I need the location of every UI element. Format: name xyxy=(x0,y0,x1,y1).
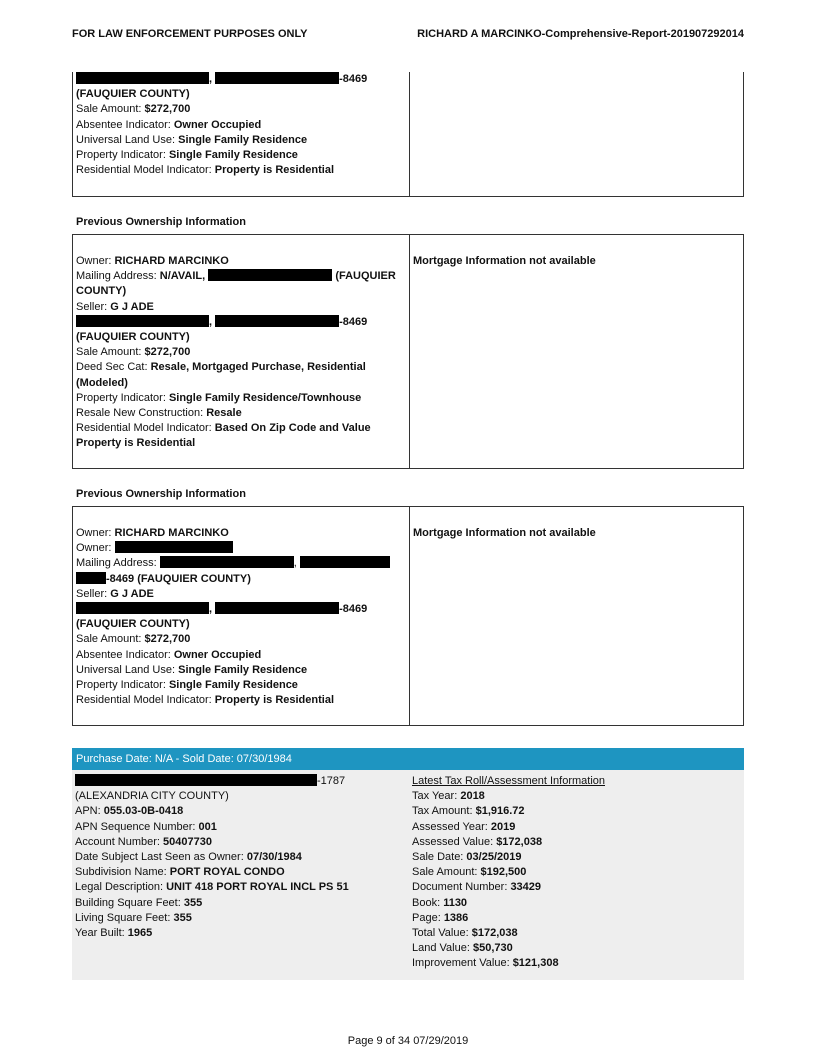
deed-sec-cat: Resale, Mortgaged Purchase, Residential xyxy=(150,361,366,374)
owner-name: RICHARD MARCINKO xyxy=(114,527,229,539)
detail-value: $172,038 xyxy=(496,835,543,848)
tax-assessment xyxy=(412,774,737,972)
detail-value: Owner Occupied xyxy=(173,648,262,661)
detail-label: Universal Land Use: xyxy=(76,133,179,146)
column-divider xyxy=(409,235,410,468)
detail-label: Property Indicator: xyxy=(76,679,169,692)
addr-suffix: -8469 xyxy=(339,315,368,328)
detail-value: 1965 xyxy=(127,927,153,940)
detail-value: Property is Residential xyxy=(214,694,335,707)
label: Deed Sec Cat: xyxy=(76,361,151,374)
detail-row xyxy=(75,926,400,941)
detail-value: 1386 xyxy=(443,911,469,924)
addr-suffix: -8469 xyxy=(339,603,368,616)
detail-row xyxy=(412,835,737,850)
mailing-county: (FAUQUIER xyxy=(335,270,396,283)
seller-name: G J ADE xyxy=(110,300,154,313)
detail-value: $172,038 xyxy=(471,927,518,940)
ownership-details xyxy=(76,526,401,708)
addr-suffix: -8469 xyxy=(339,73,368,85)
detail-value: 03/25/2019 xyxy=(466,851,522,864)
label: Resale New Construction: xyxy=(76,407,207,420)
detail-label: Assessed Year: xyxy=(412,820,491,833)
county: (FAUQUIER COUNTY) xyxy=(76,88,190,101)
detail-label: Legal Description: xyxy=(75,881,167,894)
detail-value: PORT ROYAL CONDO xyxy=(169,866,285,879)
mailing-value: N/AVAIL, xyxy=(159,270,206,283)
detail-label: Book: xyxy=(412,896,444,909)
detail-value: 07/30/1984 xyxy=(246,851,302,864)
mortgage-info: Mortgage Information not available xyxy=(413,527,596,539)
detail-row xyxy=(76,102,401,117)
ownership-box xyxy=(72,234,744,469)
label: Seller: xyxy=(76,300,111,313)
detail-value: $192,500 xyxy=(480,866,527,879)
detail-row xyxy=(412,941,737,956)
detail-list xyxy=(76,102,401,178)
redacted-address: , -8469 xyxy=(76,602,401,617)
redaction xyxy=(300,556,390,568)
detail-label: Residential Model Indicator: xyxy=(76,164,215,177)
ownership-details xyxy=(76,72,401,178)
detail-list xyxy=(76,632,401,708)
detail-value: 2018 xyxy=(460,790,485,803)
redacted-address: , -8469 xyxy=(76,72,401,87)
mortgage-info: Mortgage Information not available xyxy=(413,255,596,267)
redaction xyxy=(76,72,209,84)
column-divider xyxy=(409,72,410,196)
detail-label: Tax Amount: xyxy=(412,805,476,818)
property-details xyxy=(75,774,400,941)
detail-value: 2019 xyxy=(490,820,516,833)
page-footer: Page 9 of 34 07/29/2019 xyxy=(347,1035,469,1047)
addr-suffix: -1787 xyxy=(317,775,346,787)
label: Owner: xyxy=(76,255,115,267)
detail-label: Building Square Feet: xyxy=(75,896,184,909)
detail-label: Date Subject Last Seen as Owner: xyxy=(75,851,247,864)
detail-value: $121,308 xyxy=(512,957,559,970)
purchase-record xyxy=(72,748,744,980)
ownership-box-continued xyxy=(72,72,744,197)
detail-row xyxy=(412,820,737,835)
detail-label: Sale Date: xyxy=(412,851,467,864)
detail-label: Page: xyxy=(412,911,444,924)
detail-label: Land Value: xyxy=(412,942,473,955)
county: (ALEXANDRIA CITY COUNTY) xyxy=(75,790,229,803)
detail-row xyxy=(75,820,400,835)
redaction xyxy=(76,315,209,327)
section-title: Previous Ownership Information xyxy=(76,216,246,228)
detail-row xyxy=(412,865,737,880)
detail-label: Property Indicator: xyxy=(76,149,169,162)
detail-label: Year Built: xyxy=(75,927,128,940)
detail-label: Account Number: xyxy=(75,835,164,848)
detail-label: Assessed Value: xyxy=(412,835,497,848)
detail-value: 1130 xyxy=(443,896,468,909)
detail-label: Improvement Value: xyxy=(412,957,513,970)
detail-label: Sale Amount: xyxy=(412,866,481,879)
label: Seller: xyxy=(76,587,111,600)
detail-row xyxy=(75,865,400,880)
detail-row xyxy=(412,880,737,895)
detail-row xyxy=(412,926,737,941)
county: (FAUQUIER COUNTY) xyxy=(76,331,190,344)
detail-row xyxy=(75,911,400,926)
detail-row xyxy=(75,880,400,895)
detail-value: 355 xyxy=(173,911,192,924)
detail-value: $1,916.72 xyxy=(475,805,525,818)
tax-roll-title: Latest Tax Roll/Assessment Information xyxy=(412,775,605,787)
detail-value: UNIT 418 PORT ROYAL INCL PS 51 xyxy=(166,881,349,894)
ownership-details xyxy=(76,254,401,452)
column-divider xyxy=(409,507,410,725)
label: Mailing Address: xyxy=(76,270,160,283)
detail-row xyxy=(412,850,737,865)
detail-value: Single Family Residence xyxy=(168,679,298,692)
resale-new-construction: Resale xyxy=(206,407,242,420)
detail-row xyxy=(76,148,401,163)
detail-value: 50407730 xyxy=(163,835,212,848)
detail-row xyxy=(75,850,400,865)
detail-value: Property is Residential xyxy=(214,164,335,177)
detail-value: $272,700 xyxy=(144,633,191,646)
detail-label: Absentee Indicator: xyxy=(76,648,174,661)
detail-row xyxy=(75,835,400,850)
detail-row xyxy=(76,663,401,678)
redaction xyxy=(75,774,317,786)
redacted-address: , -8469 xyxy=(76,315,401,330)
detail-row xyxy=(412,804,737,819)
detail-row xyxy=(412,789,737,804)
redacted-address xyxy=(75,774,400,789)
label: Residential Model Indicator: xyxy=(76,422,215,435)
detail-value: 001 xyxy=(198,820,217,833)
residential-model-indicator: Based On Zip Code and Value xyxy=(214,422,371,435)
detail-row xyxy=(76,118,401,133)
detail-row xyxy=(412,911,737,926)
detail-value: 055.03-0B-0418 xyxy=(103,805,184,818)
seller-name: G J ADE xyxy=(110,587,154,600)
detail-row xyxy=(75,804,400,819)
purchase-bar: Purchase Date: N/A - Sold Date: 07/30/1984 xyxy=(72,748,744,770)
detail-value: Single Family Residence xyxy=(178,133,308,146)
detail-label: Sale Amount: xyxy=(76,103,145,116)
redaction xyxy=(115,541,233,553)
detail-list xyxy=(412,789,737,971)
header-left: FOR LAW ENFORCEMENT PURPOSES ONLY xyxy=(72,28,308,40)
redaction xyxy=(215,602,339,614)
label: Property Indicator: xyxy=(76,391,169,404)
redaction xyxy=(215,315,339,327)
redaction xyxy=(215,72,339,84)
detail-list xyxy=(75,804,400,941)
detail-label: Residential Model Indicator: xyxy=(76,694,215,707)
detail-value: 33429 xyxy=(510,881,542,894)
redaction xyxy=(208,269,332,281)
mailing-county-cont: COUNTY) xyxy=(76,285,127,298)
detail-row xyxy=(76,632,401,647)
detail-row xyxy=(76,163,401,178)
detail-label: APN Sequence Number: xyxy=(75,820,199,833)
detail-row xyxy=(75,896,400,911)
owner-name: RICHARD MARCINKO xyxy=(114,255,229,267)
label: Sale Amount: xyxy=(76,346,145,359)
county: (FAUQUIER COUNTY) xyxy=(76,618,190,631)
sale-amount: $272,700 xyxy=(144,346,191,359)
property-indicator: Single Family Residence/Townhouse xyxy=(168,391,362,404)
detail-value: $272,700 xyxy=(144,103,191,116)
redaction xyxy=(160,556,294,568)
detail-label: Document Number: xyxy=(412,881,511,894)
detail-value: Single Family Residence xyxy=(168,149,298,162)
header-right: RICHARD A MARCINKO-Comprehensive-Report-201907292014 xyxy=(417,28,744,40)
label: Owner: xyxy=(76,527,115,539)
comma: , xyxy=(293,557,297,570)
redaction xyxy=(76,602,209,614)
detail-label: Absentee Indicator: xyxy=(76,118,174,131)
residential-model-indicator-cont: Property is Residential xyxy=(76,437,196,450)
detail-label: Subdivision Name: xyxy=(75,866,170,879)
detail-label: Tax Year: xyxy=(412,790,461,803)
detail-value: Single Family Residence xyxy=(178,663,308,676)
detail-row xyxy=(76,133,401,148)
label: Mailing Address: xyxy=(76,557,160,570)
detail-label: Living Square Feet: xyxy=(75,911,174,924)
detail-value: 355 xyxy=(183,896,203,909)
detail-label: Sale Amount: xyxy=(76,633,145,646)
detail-value: $50,730 xyxy=(472,942,513,955)
detail-label: Universal Land Use: xyxy=(76,663,179,676)
deed-sec-cat-cont: (Modeled) xyxy=(76,376,128,389)
ownership-box xyxy=(72,506,744,726)
detail-row xyxy=(412,896,737,911)
section-title: Previous Ownership Information xyxy=(76,488,246,500)
detail-row xyxy=(412,956,737,971)
detail-row xyxy=(76,693,401,708)
detail-value: Owner Occupied xyxy=(173,118,262,131)
detail-row xyxy=(76,678,401,693)
mailing-line2: -8469 (FAUQUIER COUNTY) xyxy=(106,572,251,585)
detail-label: APN: xyxy=(75,805,104,818)
redaction xyxy=(76,572,106,584)
detail-row xyxy=(76,648,401,663)
label: Owner: xyxy=(76,542,115,555)
detail-label: Total Value: xyxy=(412,927,472,940)
